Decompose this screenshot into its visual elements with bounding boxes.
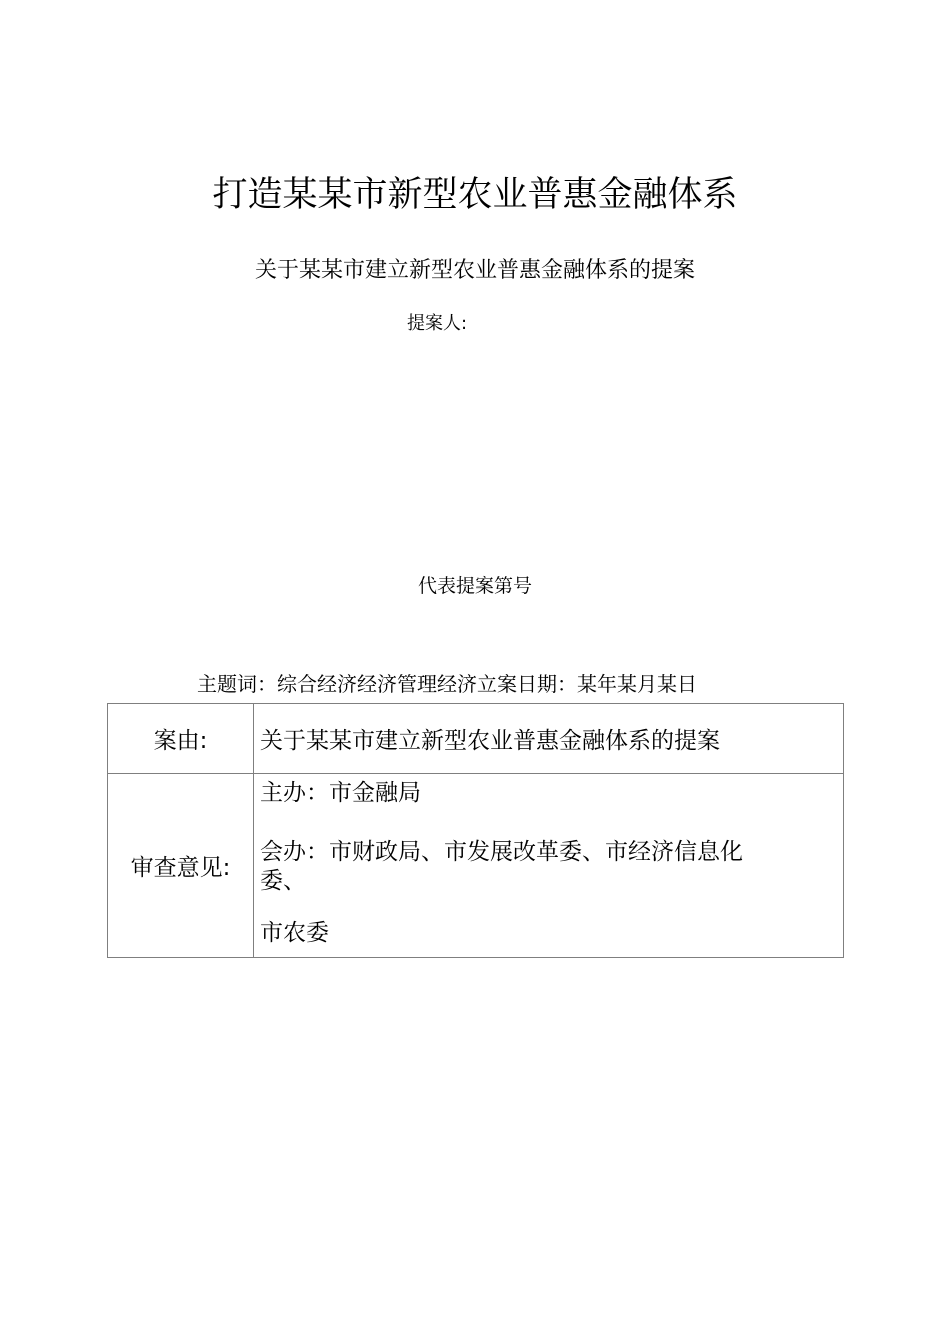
- document-subtitle: 关于某某市建立新型农业普惠金融体系的提案: [254, 258, 695, 283]
- cause-label: 案由:: [108, 704, 254, 774]
- review-co-departments-end: 市农委: [260, 920, 329, 946]
- proposal-number: 代表提案第号: [417, 575, 532, 597]
- table-row-review: [108, 774, 844, 958]
- review-value: [254, 774, 844, 958]
- proposer-label: 提案人:: [407, 313, 468, 334]
- table-row-cause: [108, 704, 844, 774]
- review-host-department: 主办：市金融局: [260, 780, 421, 806]
- review-label: 审查意见:: [108, 774, 254, 958]
- review-co-departments: 会办：市财政局、市发展改革委、市经济信息化: [260, 839, 743, 865]
- review-co-departments-cont: 委、: [260, 868, 306, 894]
- subject-and-date-line: 主题词：综合经济经济管理经济立案日期：某年某月某日: [197, 672, 697, 696]
- proposal-table: [107, 703, 844, 958]
- cause-value: 关于某某市建立新型农业普惠金融体系的提案: [254, 704, 844, 774]
- document-title: 打造某某市新型农业普惠金融体系: [212, 175, 738, 215]
